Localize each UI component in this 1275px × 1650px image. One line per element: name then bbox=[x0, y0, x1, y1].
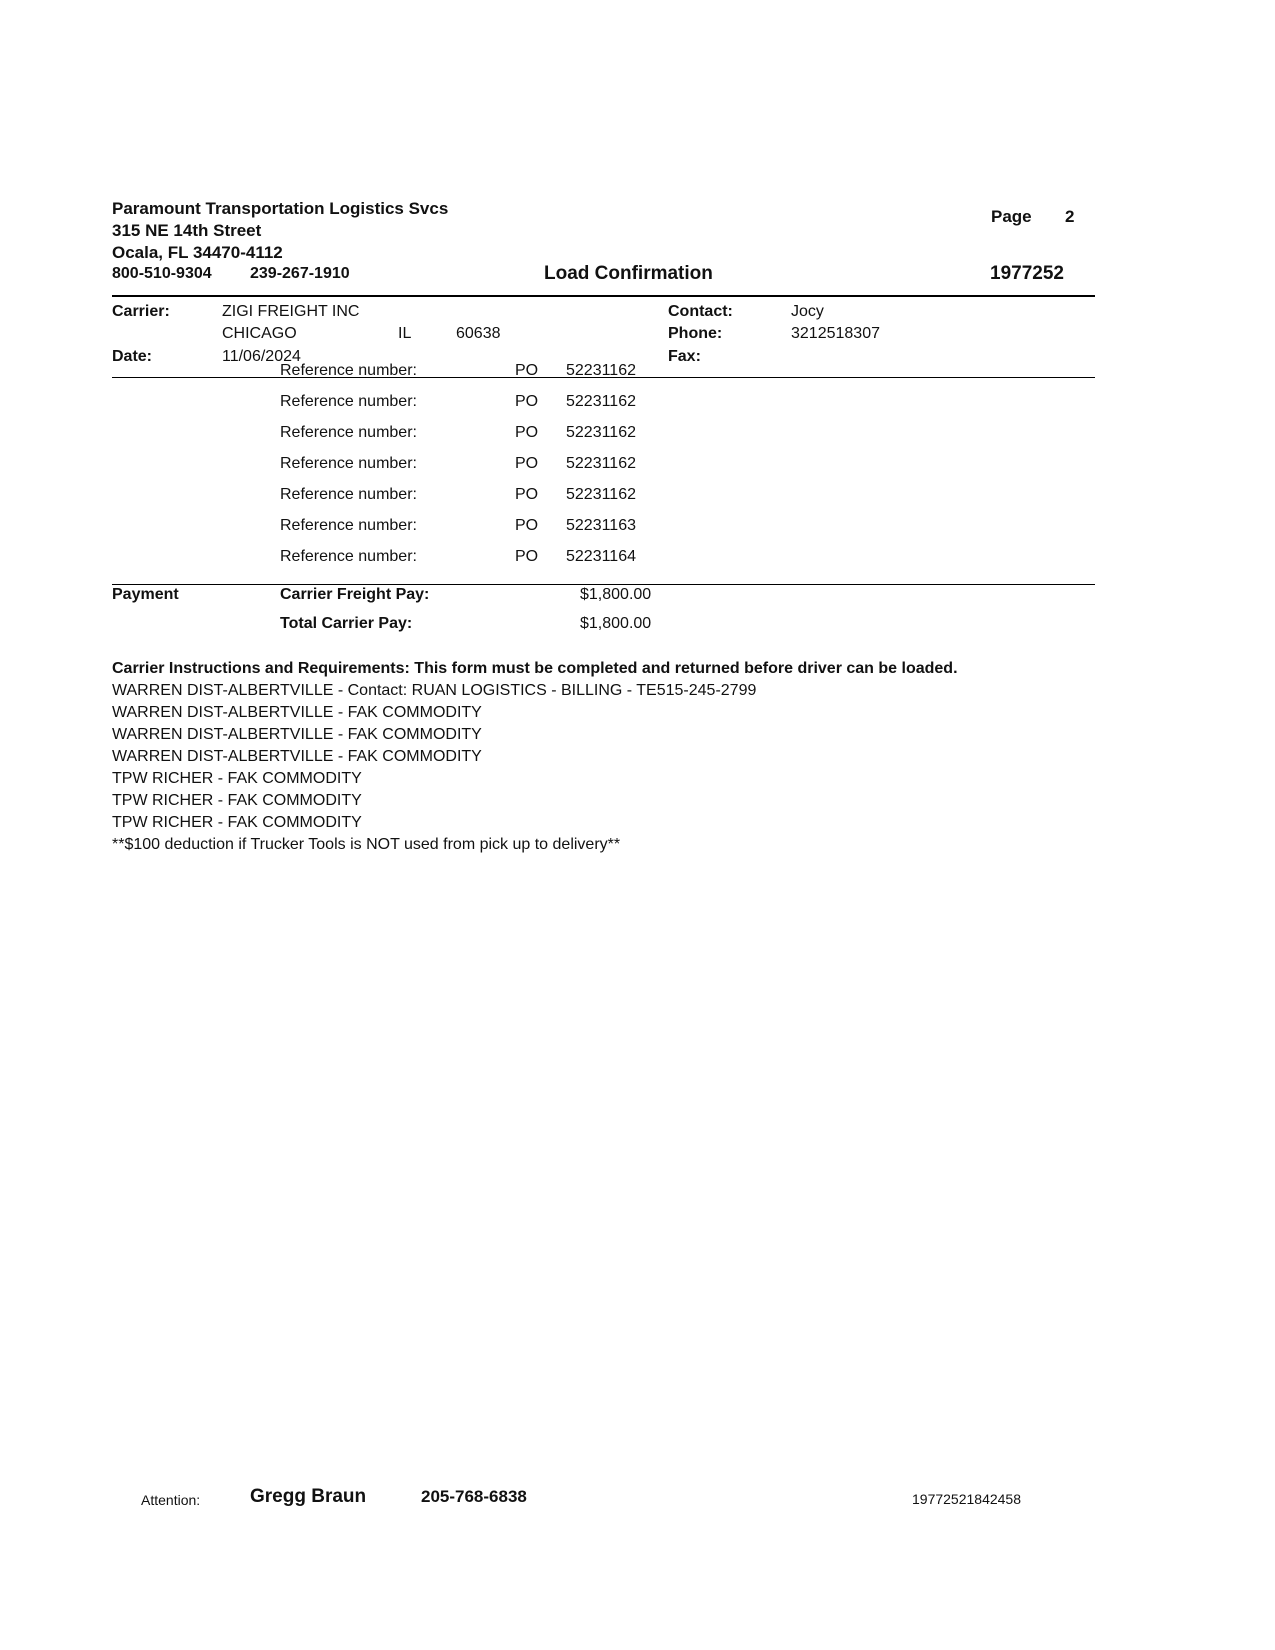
page-number: 2 bbox=[1065, 207, 1075, 226]
reference-value: 52231162 bbox=[566, 424, 636, 441]
reference-value: 52231164 bbox=[566, 548, 636, 565]
instruction-line: WARREN DIST-ALBERTVILLE - FAK COMMODITY bbox=[112, 704, 482, 721]
reference-value: 52231162 bbox=[566, 393, 636, 410]
reference-value: 52231162 bbox=[566, 486, 636, 503]
company-phone-1: 800-510-9304 bbox=[112, 265, 212, 282]
reference-type: PO bbox=[515, 548, 539, 565]
attention-label: Attention: bbox=[141, 1492, 201, 1508]
instruction-line: TPW RICHER - FAK COMMODITY bbox=[112, 814, 362, 831]
freight-pay-label: Carrier Freight Pay: bbox=[280, 586, 430, 603]
instructions-heading: Carrier Instructions and Requirements: This form must be completed and returned before driver can be loaded. bbox=[112, 660, 958, 677]
carrier-zip: 60638 bbox=[456, 325, 501, 342]
total-pay-value: $1,800.00 bbox=[580, 615, 652, 632]
reference-label: Reference number: bbox=[280, 424, 417, 441]
payment-label: Payment bbox=[112, 586, 179, 603]
reference-value: 52231163 bbox=[566, 517, 636, 534]
carrier-state: IL bbox=[398, 325, 412, 342]
reference-label: Reference number: bbox=[280, 486, 417, 503]
payment-divider bbox=[112, 584, 1095, 585]
contact-label: Contact: bbox=[668, 303, 733, 320]
phone-value: 3212518307 bbox=[791, 325, 880, 342]
company-phone-2: 239-267-1910 bbox=[250, 265, 350, 282]
reference-label: Reference number: bbox=[280, 455, 417, 472]
carrier-city: CHICAGO bbox=[222, 325, 297, 342]
reference-type: PO bbox=[515, 393, 539, 410]
reference-type: PO bbox=[515, 455, 539, 472]
instruction-line: WARREN DIST-ALBERTVILLE - FAK COMMODITY bbox=[112, 726, 482, 743]
phone-label: Phone: bbox=[668, 325, 723, 342]
reference-label: Reference number: bbox=[280, 517, 417, 534]
reference-label: Reference number: bbox=[280, 393, 417, 410]
reference-value: 52231162 bbox=[566, 362, 636, 376]
instruction-line: WARREN DIST-ALBERTVILLE - FAK COMMODITY bbox=[112, 748, 482, 765]
total-pay-label: Total Carrier Pay: bbox=[280, 615, 413, 632]
instruction-line: **$100 deduction if Trucker Tools is NOT used from pick up to delivery** bbox=[112, 836, 621, 853]
reference-type: PO bbox=[515, 486, 539, 503]
doc-title: Load Confirmation bbox=[544, 263, 713, 284]
contact-value: Jocy bbox=[791, 303, 824, 320]
header-divider bbox=[112, 295, 1095, 297]
instruction-line: TPW RICHER - FAK COMMODITY bbox=[112, 770, 362, 787]
carrier-name: ZIGI FREIGHT INC bbox=[222, 303, 360, 320]
date-label: Date: bbox=[112, 348, 153, 365]
reference-type: PO bbox=[515, 517, 539, 534]
page-label: Page bbox=[991, 207, 1032, 226]
company-city: Ocala, FL 34470-4112 bbox=[112, 243, 283, 262]
company-street: 315 NE 14th Street bbox=[112, 221, 262, 240]
company-name: Paramount Transportation Logistics Svcs bbox=[112, 199, 449, 218]
reference-value: 52231162 bbox=[566, 455, 636, 472]
carrier-label: Carrier: bbox=[112, 303, 170, 320]
carrier-divider bbox=[112, 377, 1095, 378]
fax-label: Fax: bbox=[668, 348, 701, 365]
date-value: 11/06/2024 bbox=[222, 348, 301, 365]
instruction-line: TPW RICHER - FAK COMMODITY bbox=[112, 792, 362, 809]
footer-code: 19772521842458 bbox=[912, 1491, 1022, 1507]
instruction-line: WARREN DIST-ALBERTVILLE - Contact: RUAN LOGISTICS - BILLING - TE515-245-2799 bbox=[112, 682, 757, 699]
reference-type: PO bbox=[515, 362, 539, 376]
reference-label: Reference number: bbox=[280, 548, 417, 565]
attention-phone: 205-768-6838 bbox=[421, 1487, 527, 1506]
freight-pay-value: $1,800.00 bbox=[580, 586, 652, 603]
doc-number: 1977252 bbox=[990, 263, 1064, 284]
reference-type: PO bbox=[515, 424, 539, 441]
reference-label: Reference number: bbox=[280, 362, 417, 376]
attention-name: Gregg Braun bbox=[250, 1486, 367, 1507]
